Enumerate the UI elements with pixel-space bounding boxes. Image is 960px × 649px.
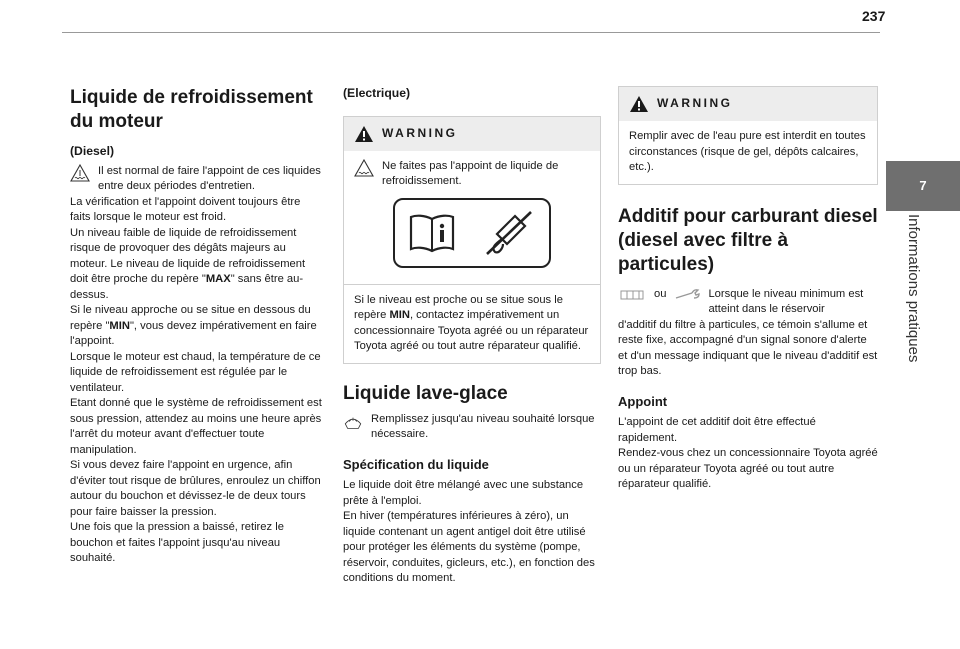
coolant-para-6: Si vous devez faire l'appoint en urgence, afin d'éviter tout risque de brûlures, enroulez un chiffon autour du bouchon et dévissez-le de deux tours pour faire baisser la pression. [70,459,321,518]
no-refill-icon [481,208,537,258]
column-electric [343,86,601,587]
top-rule [62,32,880,33]
coolant-para-5: Etant donné que le système de refroidissement est sous pression, attendez au moins une heure après l'arrêt du moteur avant d'effectuer toute manipulation. [70,397,322,456]
warning-water-text: Remplir avec de l'eau pure est interdit en toutes circonstances (risque de gel, dépôts calcaires, etc.). [629,130,866,173]
coolant-para-7: Une fois que la pression a baissé, retirez le bouchon et faites l'appoint jusqu'au niveau souhaité. [70,521,284,564]
diesel-subtitle: (Diesel) [70,144,115,158]
column-coolant [70,80,322,567]
appoint-para-2: Rendez-vous chez un concessionnaire Toyota agréé ou un réparateur Toyota agréé ou tout autre réparateur qualifié. [618,447,878,490]
appoint-para-1: L'appoint de cet additif doit être effectué rapidement. [618,416,816,444]
spec-para-2: En hiver (températures inférieures à zéro), un liquide contenant un agent antigel doit être utilisé pour protéger les éléments du système (pompe, réservoir, conduites, gicleurs, etc.), en fonction des conditions du moment. [343,510,595,584]
coolant-para-3: Si le niveau approche ou se situe en dessous du repère "MIN", vous devez impérativement en faire l'appoint. [70,304,317,347]
caution-triangle-icon [354,159,374,177]
additive-text: d'additif du filtre à particules, ce témoin s'allume et reste fixe, accompagné d'un signal sonore d'alerte et d'un message indiquant que le niveau d'additif est trop bas. [618,318,878,377]
warning-icon [629,95,649,113]
warning-box-text: Si le niveau est proche ou se situe sous le repère MIN, contactez impérativement un concessionnaire Toyota agréé ou un réparateur Toyota agréé ou tout autre réparateur qualifié. [354,293,589,352]
additive-text-first: Lorsque le niveau minimum est atteint dans le réservoir [708,287,864,315]
warning-note [354,159,590,190]
additive-note [618,287,878,318]
chapter-tab: 7 [886,161,960,211]
column-additive [618,80,878,493]
warning-label: WARNING [382,125,458,140]
warning-label: WARNING [657,96,733,111]
warning-header [619,87,877,121]
manual-book-icon [408,213,456,253]
warning-body [619,121,877,184]
coolant-para-1: La vérification et l'appoint doivent toujours être faits lorsque le moteur est froid. [70,195,301,223]
warning-box-electric [343,116,601,364]
spec-title: Spécification du liquide [343,456,489,472]
warning-body [344,151,600,284]
warning-note-text: Ne faites pas l'appoint de liquide de refroidissement. [382,159,559,187]
ou-text: ou [654,287,667,300]
warning-box-water [618,86,878,185]
info-note [70,164,322,195]
chapter-title: Informations pratiques [905,214,922,363]
wrench-icon [672,287,702,303]
spec-para-1: Le liquide doit être mélangé avec une substance prête à l'emploi. [343,479,584,507]
warning-body-2 [344,284,600,363]
washer-note [343,412,601,443]
coolant-title: Liquide de refroidissement du moteur [70,87,313,132]
page-number: 237 [862,8,886,24]
coolant-para-2: Un niveau faible de liquide de refroidissement risque de provoquer des dégâts majeurs au moteur. Le niveau de liquide de refroidissement doit être proche du repère "MAX" sans être au-dessus. [70,226,306,301]
filter-warning-icon [618,287,648,303]
pictogram [393,198,551,268]
washer-icon [343,412,363,434]
warning-header [344,117,600,151]
washer-text: Remplissez jusqu'au niveau souhaité lorsque nécessaire. [371,412,595,440]
washer-title: Liquide lave-glace [343,382,508,404]
warning-icon [354,125,374,143]
caution-triangle-icon [70,164,90,182]
additive-title: Additif pour carburant diesel (diesel avec filtre à particules) [618,205,878,275]
info-note-text: Il est normal de faire l'appoint de ces liquides entre deux périodes d'entretien. [98,164,321,192]
coolant-para-4: Lorsque le moteur est chaud, la température de ce liquide de refroidissement est régulée par le ventilateur. [70,350,321,394]
electric-subtitle: (Electrique) [343,86,411,100]
appoint-title: Appoint [618,393,668,409]
